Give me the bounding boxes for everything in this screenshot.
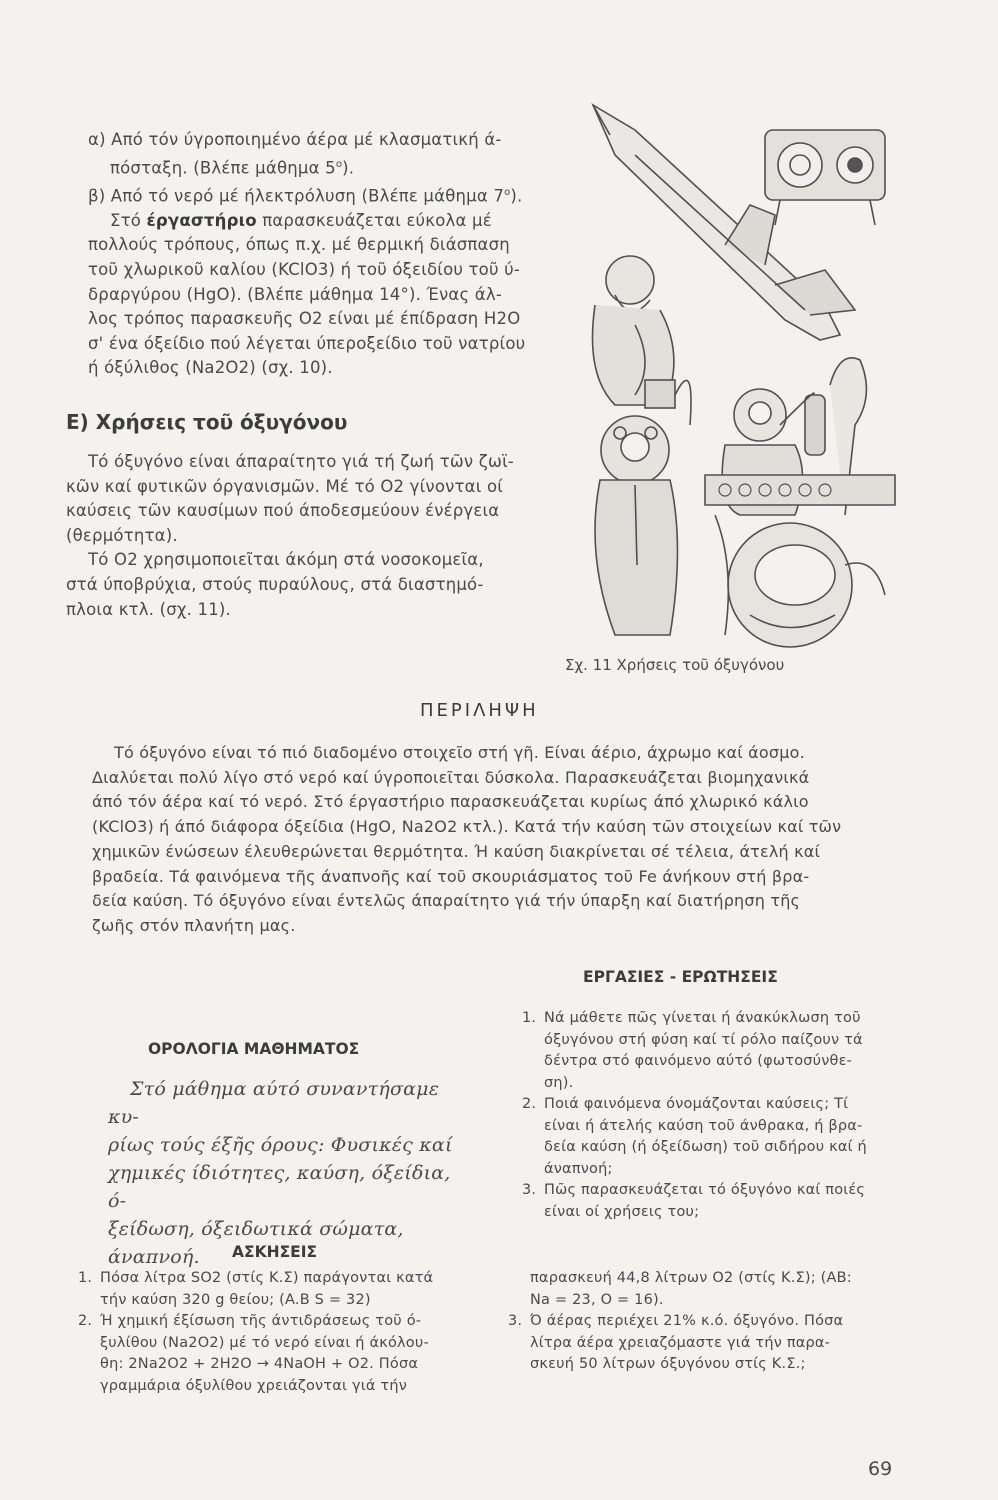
page-number: 69	[868, 1458, 893, 1480]
section-e-heading: Ε) Χρήσεις τοῦ όξυγόνου	[66, 410, 348, 434]
question-3: 3. Πῶς παρασκευάζεται τό όξυγόνο καί ποιές είναι οί χρήσεις του;	[522, 1182, 866, 1220]
production-text: α) Από τόν ύγροποιημένο άέρα μέ κλασματική ά- πόσταξη. (Βλέπε μάθημα $5^o$). β) Από τό νερό μέ ήλεκτρόλυση (Βλέπε μάθημα $7^o$). Στό έργαστήριο παρασκευάζεται εύκολα μέ πολλούς τρόπους, όπως π.χ. μέ θερμική διάσπαση τοῦ χλωρικοῦ καλίου (KClO3) ή τοῦ όξειδίου τοῦ ύ- δραργύρου (HgO). (Βλέπε μάθημα 14°). Ένας άλ- λος τρόπος παρασκευῆς O2 είναι μέ έπίδραση H2O σ' ένα όξείδιο πού λέγεται ύπεροξείδιο τοῦ νατρίου ή όξύλιθος (Na2O2) (σχ. 10).	[88, 130, 526, 378]
questions-heading: ΕΡΓΑΣΙΕΣ - ΕΡΩΤΗΣΕΙΣ	[583, 968, 778, 986]
exercises-continued: παρασκευή 44,8 λίτρων O2 (στίς Κ.Σ); (AB: Na = 23, O = 16). 3. Ό άέρας περιέχει 21% κ.ό. όξυγόνο. Πόσα λίτρα άέρα χρειαζόμαστε γιά τήν παρα- σκευή 50 λίτρων όξυγόνου στίς Κ.Σ.;	[500, 1268, 900, 1376]
item-b: β) Από τό νερό μέ ήλεκτρόλυση (Βλέπε μάθημα 7	[88, 186, 505, 206]
item-a: α) Από τόν ύγροποιημένο άέρα μέ κλασματική ά-	[88, 130, 502, 149]
oxygen-uses-illustration	[575, 95, 905, 660]
question-2: 2. Ποιά φαινόμενα όνομάζονται καύσεις; Τί είναι ή άτελής καύση τοῦ άνθρακα, ή βρα- δεία καύση (ή όξείδωση) τοῦ σιδήρου καί ή άναπνοή;	[522, 1096, 867, 1177]
terminology-heading: ΟΡΟΛΟΓΙΑ ΜΑΘΗΜΑΤΟΣ	[148, 1040, 360, 1058]
exercises-list	[78, 1268, 478, 1397]
exercise-2: 2. Ή χημική έξίσωση τῆς άντιδράσεως τοῦ ό- ξυλίθου (Na2O2) μέ τό νερό είναι ή άκόλου- θη: 2Na2O2 + 2H2O → 4NaOH + O2. Πόσα γραμμάρια όξυλίθου χρειάζονται γιά τήν	[78, 1313, 429, 1394]
section-e-text: Τό όξυγόνο είναι άπαραίτητο γιά τή ζωή τῶν ζωϊ- κῶν καί φυτικῶν όργανισμῶν. Μέ τό O2 γίνονται οί καύσεις τῶν καυσίμων πού άποδεσμεύουν ένέργεια (θερμότητα). Τό O2 χρησιμοποιεῖται άκόμη στά νοσοκομεῖα, στά ύποβρύχια, στούς πυραύλους, στά διαστημό- πλοια κτλ. (σχ. 11).	[66, 452, 514, 619]
summary-text: Τό όξυγόνο είναι τό πιό διαδομένο στοιχεῖο στή γῆ. Είναι άέριο, άχρωμο καί άοσμο. Διαλύεται πολύ λίγο στό νερό καί ύγροποιεῖται δύσκολα. Παρασκευάζεται βιομηχανικά άπό τόν άέρα καί τό νερό. Στό έργαστήριο παρασκευάζεται κυρίως άπό χλωρικό κάλιο (KClO3) ή άπό διάφορα όξείδια (HgO, Na2O2 κτλ.). Κατά τήν καύση τῶν στοιχείων καί τῶν χημικῶν ένώσεων έλευθερώνεται θερμότητα. Ή καύση διακρίνεται σέ τέλεια, άτελή καί βραδεία. Τά φαινόμενα τῆς άναπνοῆς καί τοῦ σκουριάσματος τοῦ Fe άνήκουν στή βρα- δεία καύση. Τό όξυγόνο είναι έντελῶς άπαραίτητο γιά τήν ύπαρξη καί διατήρηση τῆς ζωῆς στόν πλανήτη μας.	[92, 743, 842, 935]
summary-heading: ΠΕΡΙΛΗΨΗ	[420, 700, 539, 721]
exercise-3: 3. Ό άέρας περιέχει 21% κ.ό. όξυγόνο. Πόσα λίτρα άέρα χρειαζόμαστε γιά τήν παρα- σκευή 50 λίτρων όξυγόνου στίς Κ.Σ.;	[508, 1313, 844, 1372]
questions-list	[522, 1008, 902, 1223]
lab-term: έργαστήριο	[146, 210, 257, 230]
exercises-heading: ΑΣΚΗΣΕΙΣ	[232, 1243, 318, 1261]
question-1: 1. Νά μάθετε πῶς γίνεται ή άνακύκλωση τοῦ όξυγόνου στή φύση καί τί ρόλο παίζουν τά δέντρα στό φαινόμενο αύτό (φωτοσύνθε- ση).	[522, 1010, 863, 1091]
figure-caption: Σχ. 11 Χρήσεις τοῦ όξυγόνου	[565, 656, 785, 674]
exercise-1: 1. Πόσα λίτρα SO2 (στίς Κ.Σ) παράγονται κατά τήν καύση 320 g θείου; (A.B S = 32)	[78, 1270, 434, 1308]
terminology-text: Στό μάθημα αύτό συναντήσαμε κυ- ρίως τούς έξῆς όρους: Φυσικές καί χημικές ίδιότητες, καύση, όξείδια, ό- ξείδωση, όξειδωτικά σώματα, άναπνοή.	[108, 1078, 453, 1268]
